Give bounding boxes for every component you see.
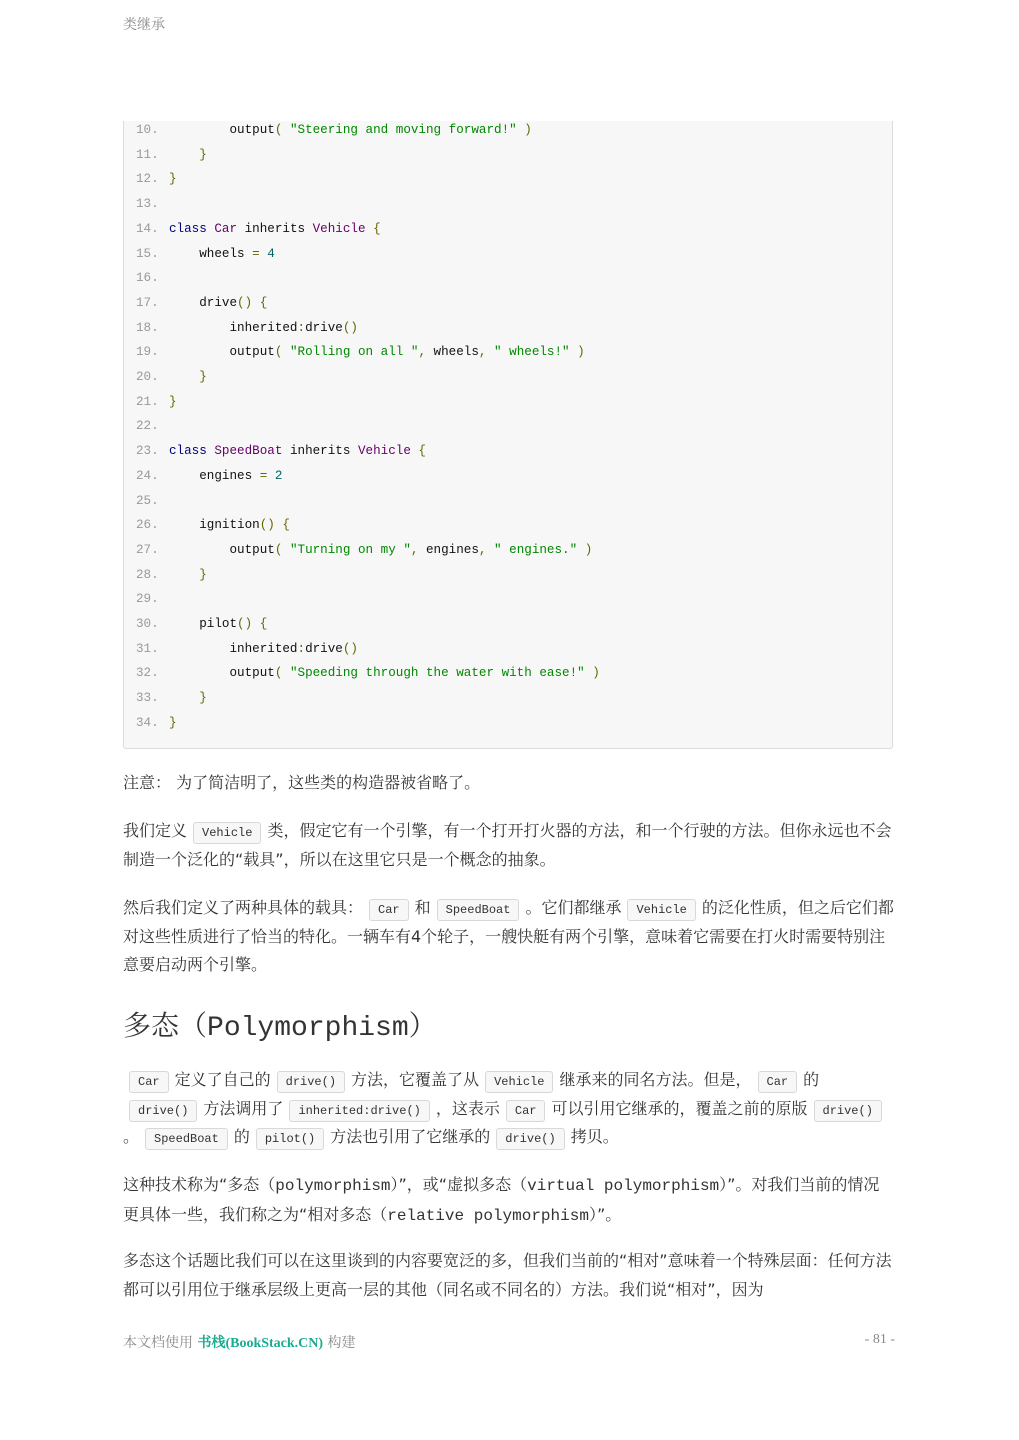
- code-token: SpeedBoat: [214, 444, 283, 459]
- footer-brand-link[interactable]: 书栈(BookStack.CN): [197, 1336, 324, 1351]
- text: ，这表示: [435, 1098, 500, 1118]
- term-relative-polymorphism: relative polymorphism: [387, 1206, 589, 1225]
- line-number: 27.: [136, 542, 159, 557]
- term-polymorphism: polymorphism: [275, 1177, 391, 1195]
- line-number: 17.: [136, 295, 159, 310]
- code-token: Vehicle: [312, 221, 366, 236]
- code-token: "Steering and moving forward!": [289, 123, 517, 137]
- line-number: 34.: [136, 715, 159, 730]
- inline-code-drive: drive(): [814, 1100, 882, 1122]
- code-token: }: [169, 172, 177, 187]
- heading-close: ）: [408, 1009, 437, 1042]
- code-token: class: [169, 444, 207, 459]
- code-text: [169, 515, 290, 535]
- line-number: 21.: [136, 394, 159, 409]
- line-number: 10.: [136, 123, 159, 137]
- code-token: }: [199, 147, 207, 162]
- line-number: 16.: [136, 271, 159, 286]
- code-text: [169, 614, 267, 634]
- code-text: [169, 392, 177, 412]
- code-token: Vehicle: [357, 444, 411, 459]
- code-token: (): [342, 320, 358, 335]
- line-number: 32.: [136, 666, 159, 681]
- code-text: [169, 293, 267, 313]
- code-token: inherits: [237, 221, 313, 236]
- text: 这种技术称为“多态（: [123, 1175, 276, 1194]
- code-token: inherited: [229, 641, 298, 656]
- code-block: [123, 121, 893, 749]
- code-token: ,: [478, 542, 487, 557]
- line-number: 12.: [136, 172, 159, 187]
- code-token: 2: [274, 468, 283, 483]
- code-token: "Turning on my ": [289, 542, 411, 557]
- code-token: ): [569, 345, 585, 360]
- heading-en: Polymorphism: [207, 1013, 409, 1044]
- term-virtual-polymorphism: virtual polymorphism: [527, 1177, 720, 1195]
- code-text: [169, 318, 358, 338]
- line-number: 20.: [136, 370, 159, 384]
- text: 继承来的同名方法。但是，: [559, 1070, 752, 1089]
- code-token: }: [199, 370, 207, 384]
- line-number: 18.: [136, 320, 159, 335]
- inline-code-drive: drive(): [129, 1100, 197, 1122]
- code-text: [169, 145, 207, 165]
- text: 定义了自己的: [174, 1070, 271, 1089]
- inline-code-car: Car: [369, 899, 409, 921]
- code-token: ,: [478, 345, 487, 360]
- code-token: drive: [199, 295, 238, 310]
- code-token: ): [516, 123, 532, 137]
- code-text: [169, 342, 585, 362]
- line-number: 22.: [136, 419, 159, 434]
- line-number: 23.: [136, 444, 159, 459]
- code-token: =: [259, 468, 268, 483]
- code-token: pilot: [199, 617, 238, 631]
- inline-code-drive: drive(): [277, 1071, 345, 1093]
- code-text: [169, 688, 207, 708]
- paragraph-polymorphism-term: [123, 1171, 895, 1230]
- text: 的泛化性质，但之后它们都对这些性质进行了恰当的特化。一辆车有4个轮子，一艘快艇有两个引擎，意味着它需要在打火时需要特别注意要启动两个引擎。: [123, 898, 894, 974]
- code-token: inherits: [282, 444, 358, 459]
- inline-code-vehicle: Vehicle: [193, 822, 261, 844]
- text: 方法，它覆盖了从: [351, 1070, 480, 1089]
- code-text: [169, 367, 207, 387]
- text: 。: [123, 1127, 140, 1146]
- code-token: }: [199, 691, 207, 706]
- inline-code-speedboat: SpeedBoat: [437, 899, 520, 921]
- code-text: [169, 466, 282, 486]
- paragraph-vehicle: [123, 817, 895, 874]
- code-token: drive: [305, 641, 343, 656]
- text: 的: [803, 1070, 820, 1089]
- inline-code-pilot: pilot(): [256, 1128, 324, 1150]
- code-token: =: [252, 246, 260, 261]
- code-token: }: [169, 715, 177, 730]
- code-token: " wheels!": [494, 345, 570, 360]
- code-token: "Rolling on all ": [289, 345, 419, 360]
- line-number: 19.: [136, 345, 159, 360]
- text: ）”。: [588, 1204, 622, 1224]
- text: 拷贝。: [570, 1127, 619, 1146]
- paragraph-relative: 多态这个话题比我们可以在这里谈到的内容要宽泛的多，但我们当前的“相对”意味着一个特殊层面：任何方法都可以引用位于继承层级上更高一层的其他（同名或不同名的）方法。我们说“相对”，因为: [123, 1251, 892, 1299]
- footer-prefix: 本文档使用: [123, 1335, 193, 1351]
- code-text: [169, 441, 426, 461]
- code-text: [169, 639, 358, 659]
- code-token: () {: [259, 518, 290, 533]
- footer-suffix: 构建: [327, 1335, 356, 1351]
- text: 然后我们定义了两种具体的载具：: [123, 898, 364, 917]
- code-token: output: [229, 345, 275, 360]
- code-token: [267, 469, 275, 483]
- text: ）”。对我们当前的情况更具体一些，我们称之为“相对多态（: [123, 1175, 880, 1224]
- text: 可以引用它继承的，覆盖之前的原版: [551, 1098, 808, 1118]
- inline-code-vehicle: Vehicle: [485, 1071, 553, 1093]
- line-number: 33.: [136, 691, 159, 706]
- code-token: Car: [214, 221, 238, 236]
- heading-zh: 多态（: [123, 1009, 208, 1042]
- code-token: 4: [267, 246, 275, 261]
- code-token: :: [297, 641, 306, 656]
- line-number: 14.: [136, 221, 159, 236]
- line-number: 15.: [136, 246, 159, 261]
- code-token: ): [584, 666, 600, 681]
- line-number: 26.: [136, 518, 159, 533]
- text: 我们定义: [123, 821, 188, 840]
- paragraph-override: [123, 1066, 895, 1152]
- running-header: 类继承: [123, 17, 165, 33]
- code-token: ): [577, 542, 593, 557]
- code-token: engines: [199, 468, 260, 483]
- line-number: 30.: [136, 617, 159, 631]
- code-text: [169, 713, 177, 733]
- inline-code-car: Car: [129, 1071, 169, 1093]
- inline-code-vehicle: Vehicle: [627, 899, 695, 921]
- inline-code-inherited-drive: inherited:drive(): [289, 1100, 429, 1122]
- code-token: {: [365, 221, 381, 236]
- code-token: ,: [410, 542, 419, 557]
- code-token: "Speeding through the water with ease!": [289, 666, 585, 681]
- text: 类，假定它有一个引擎，有一个打开打火器的方法，和一个行驶的方法。但你永远也不会制造一个泛化的“载具”，所以在这里它只是一个概念的抽象。: [123, 821, 892, 869]
- line-number: 13.: [136, 197, 159, 212]
- text: ）”，或“虚拟多态（: [390, 1175, 528, 1194]
- code-token: [486, 345, 494, 359]
- code-token: drive: [305, 320, 343, 335]
- code-text: [169, 565, 207, 585]
- text: 方法调用了: [203, 1098, 284, 1118]
- code-token: ,: [418, 345, 426, 360]
- line-number: 11.: [136, 147, 159, 162]
- text: 的: [233, 1127, 250, 1146]
- inline-code-car: Car: [506, 1100, 546, 1122]
- code-token: output: [229, 542, 275, 557]
- code-text: [169, 663, 600, 683]
- code-token: " engines.": [494, 542, 578, 557]
- code-token: (: [274, 123, 290, 137]
- code-token: (: [274, 345, 290, 360]
- line-number: 24.: [136, 468, 159, 483]
- paragraph-vehicle-types: [123, 894, 895, 980]
- code-token: class: [169, 221, 207, 236]
- code-token: [486, 543, 494, 557]
- code-token: wheels: [199, 246, 253, 261]
- code-text: [169, 219, 381, 239]
- inline-code-speedboat: SpeedBoat: [145, 1128, 228, 1150]
- page-number: - 81 -: [864, 1332, 895, 1347]
- line-number: 28.: [136, 567, 159, 582]
- code-text: [169, 540, 592, 560]
- line-number: 29.: [136, 592, 159, 607]
- code-token: () {: [237, 617, 268, 631]
- code-token: inherited: [229, 320, 298, 335]
- code-token: engines: [418, 542, 479, 557]
- code-token: {: [410, 444, 426, 459]
- code-token: :: [297, 320, 306, 335]
- code-token: () {: [237, 295, 268, 310]
- text: 和: [414, 898, 431, 917]
- section-heading-polymorphism: [123, 1006, 437, 1049]
- code-token: ignition: [199, 518, 260, 533]
- code-token: (: [274, 542, 290, 557]
- footer-credit: [123, 1332, 356, 1352]
- code-token: (): [342, 641, 358, 656]
- code-token: output: [229, 123, 275, 137]
- code-text: [169, 169, 177, 189]
- code-token: }: [169, 394, 177, 409]
- text: 。它们都继承: [525, 898, 622, 917]
- code-token: wheels: [426, 345, 479, 360]
- note-paragraph: 注意： 为了简洁明了，这些类的构造器被省略了。: [123, 773, 481, 792]
- code-token: (: [274, 666, 290, 681]
- code-token: output: [229, 666, 275, 681]
- line-number: 31.: [136, 641, 159, 656]
- inline-code-drive: drive(): [496, 1128, 564, 1150]
- code-text: [169, 120, 532, 140]
- line-number: 25.: [136, 493, 159, 508]
- code-token: }: [199, 567, 207, 582]
- text: 方法也引用了它继承的: [330, 1127, 491, 1146]
- code-text: [169, 244, 275, 264]
- inline-code-car: Car: [758, 1071, 798, 1093]
